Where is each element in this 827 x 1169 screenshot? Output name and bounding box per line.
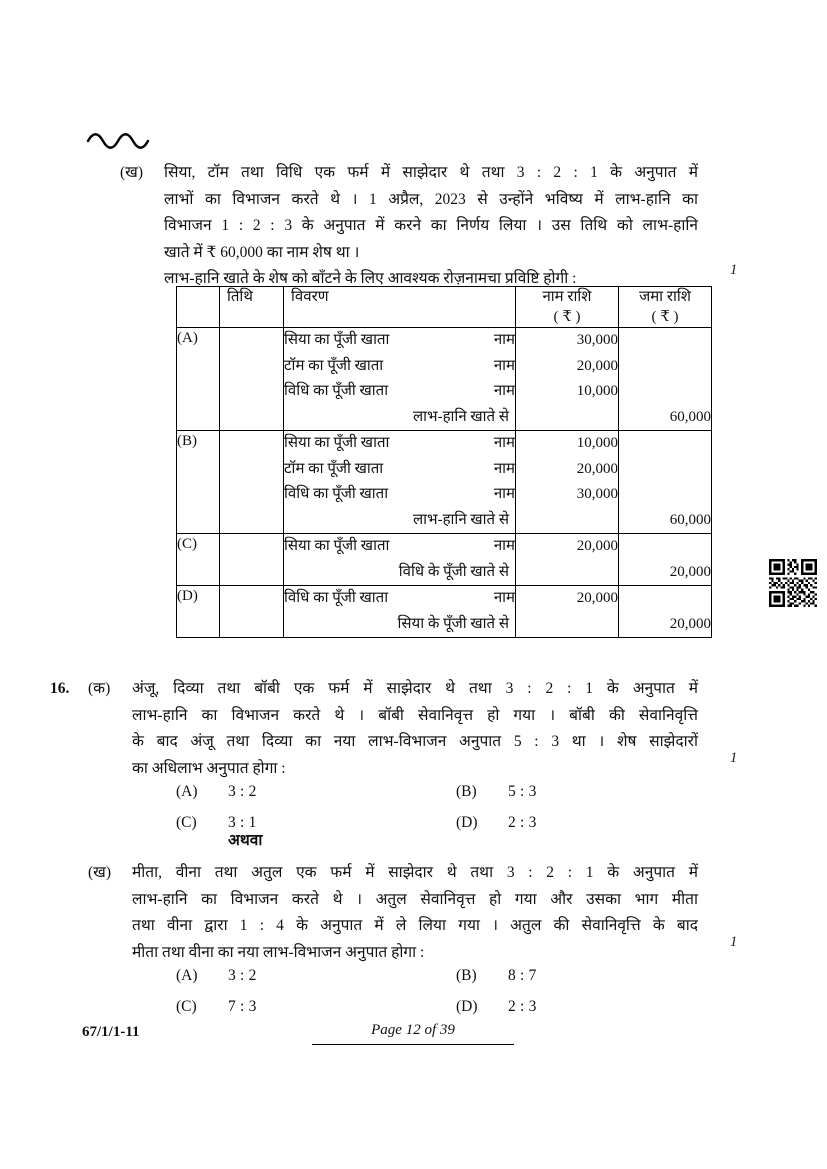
account-name: सिया के पूँजी खाते से (397, 615, 509, 632)
journal-table-body (177, 328, 712, 638)
question-15b-line-5: लाभ-हानि खाते के शेष को बाँटने के लिए आवश्यक रोज़नामचा प्रविष्टि होगी : (164, 270, 577, 287)
credit-amount (619, 379, 711, 405)
option-row-1 (176, 960, 736, 991)
credit-amount: 20,000 (669, 615, 711, 632)
row-particulars-cell (284, 534, 516, 586)
option-a-value: 3 : 2 (228, 967, 257, 984)
credit-amount (619, 457, 711, 483)
question-16b-line-3: तथा वीना द्वारा 1 : 4 के अनुपात में ले लिया गया । अतुल की सेवानिवृत्ति के बाद (132, 917, 698, 934)
header-debit-unit: ( ₹ ) (553, 309, 581, 325)
debit-amount: 20,000 (576, 590, 618, 606)
option-c[interactable] (176, 807, 456, 838)
row-date-cell (220, 534, 284, 586)
journal-entry-line (284, 586, 515, 612)
option-b-label: (B) (456, 783, 477, 800)
journal-entry-line (284, 405, 515, 431)
debit-amount: 20,000 (576, 538, 618, 554)
table-header-row (177, 287, 712, 328)
option-c-label: (C) (176, 814, 197, 831)
journal-entry-line (284, 612, 515, 638)
journal-entry-line (284, 457, 515, 483)
question-16a-line-2: लाभ-हानि का विभाजन करते थे । बॉबी सेवानिवृत्त हो गया । बॉबी की सेवानिवृत्ति (132, 706, 698, 724)
account-name: विधि का पूँजी खाता (284, 486, 389, 502)
question-15b (82, 160, 698, 293)
header-credit-unit: ( ₹ ) (651, 309, 679, 325)
account-name: लाभ-हानि खाते से (412, 408, 509, 425)
row-debit-cell (516, 328, 619, 431)
option-c-value: 7 : 3 (228, 998, 257, 1015)
or-divider-label: अथवा (228, 832, 263, 849)
debit-tag: नाम (493, 590, 515, 606)
question-15b-line-2: लाभों का विभाजन करते थे । 1 अप्रैल, 2023 से उन्होंने भविष्य में लाभ-हानि का (164, 190, 698, 208)
option-d[interactable] (456, 991, 736, 1022)
option-b[interactable] (456, 960, 736, 991)
option-d[interactable] (456, 807, 736, 838)
debit-amount: 20,000 (576, 460, 618, 477)
row-credit-cell (619, 586, 712, 638)
option-row-2 (176, 991, 736, 1022)
option-row-1 (176, 776, 736, 807)
debit-tag: नाम (493, 357, 515, 374)
option-c[interactable] (176, 991, 456, 1022)
journal-entry-line (284, 482, 515, 508)
page-number: Page 12 of 39 (312, 1022, 514, 1045)
row-option-label: (D) (177, 586, 220, 638)
journal-entry-line (284, 354, 515, 380)
debit-tag: नाम (493, 460, 515, 477)
debit-amount: 30,000 (576, 332, 618, 348)
credit-amount (619, 431, 711, 457)
row-credit-cell (619, 328, 712, 431)
header-date: तिथि (220, 287, 284, 328)
account-name: विधि के पूँजी खाते से (398, 563, 509, 580)
credit-amount (619, 534, 711, 560)
question-15b-line-3: विभाजन 1 : 2 : 3 के अनुपात में करने का निर्णय लिया । उस तिथि को लाभ-हानि (164, 217, 698, 234)
question-15b-text (164, 160, 698, 293)
row-option-label: (A) (177, 328, 220, 431)
question-15b-part-label: (ख) (120, 164, 144, 181)
row-particulars-cell (284, 586, 516, 638)
account-name: सिया का पूँजी खाता (284, 538, 390, 554)
journal-entry-line (284, 560, 515, 586)
option-b-value: 8 : 7 (508, 967, 537, 984)
row-credit-cell (619, 534, 712, 586)
row-particulars-cell (284, 328, 516, 431)
debit-amount: 20,000 (576, 357, 618, 374)
credit-amount (619, 328, 711, 354)
option-a[interactable] (176, 776, 456, 807)
table-row[interactable] (177, 328, 712, 431)
header-credit-amount (619, 287, 712, 328)
option-b[interactable] (456, 776, 736, 807)
credit-amount: 60,000 (669, 511, 711, 528)
debit-amount: 30,000 (576, 486, 618, 502)
debit-tag: नाम (493, 538, 515, 554)
marks-question-16a: 1 (730, 750, 738, 766)
header-particulars: विवरण (284, 287, 516, 328)
row-debit-cell (516, 586, 619, 638)
account-name: टॉम का पूँजी खाता (284, 460, 384, 477)
question-16a-part-label: (क) (88, 680, 111, 697)
row-date-cell (220, 431, 284, 534)
account-name: सिया का पूँजी खाता (284, 332, 390, 348)
row-option-label: (C) (177, 534, 220, 586)
option-c-value: 3 : 1 (228, 814, 257, 831)
question-16-number: 16. (50, 680, 70, 697)
account-name: विधि का पूँजी खाता (284, 590, 389, 606)
debit-tag: नाम (493, 435, 515, 451)
debit-tag: नाम (493, 486, 515, 502)
squiggle-annotation-icon (86, 130, 156, 150)
question-15b-line-1: सिया, टॉम तथा विधि एक फर्म में साझेदार थे तथा 3 : 2 : 1 के अनुपात में (164, 164, 698, 181)
option-a-value: 3 : 2 (228, 783, 257, 800)
credit-amount: 60,000 (669, 408, 711, 425)
credit-amount (619, 482, 711, 508)
journal-entry-line (284, 508, 515, 534)
journal-entry-line (284, 379, 515, 405)
option-d-value: 2 : 3 (508, 814, 537, 831)
row-debit-cell (516, 534, 619, 586)
debit-tag: नाम (493, 383, 515, 399)
credit-amount (619, 586, 711, 612)
journal-entry-line (284, 328, 515, 354)
debit-amount: 10,000 (576, 383, 618, 399)
credit-amount: 20,000 (669, 563, 711, 580)
question-16b-part-label: (ख) (88, 864, 112, 881)
question-16a-line-4: का अधिलाभ अनुपात होगा : (132, 759, 286, 777)
account-name: सिया का पूँजी खाता (284, 435, 390, 451)
debit-amount (516, 405, 618, 431)
debit-tag: नाम (493, 332, 515, 348)
row-date-cell (220, 586, 284, 638)
option-a-label: (A) (176, 783, 198, 800)
question-16b-line-4: मीता तथा वीना का नया लाभ-विभाजन अनुपात होगा : (132, 943, 425, 961)
account-name: टॉम का पूँजी खाता (284, 357, 384, 374)
question-16b-line-2: लाभ-हानि का विभाजन करते थे । अतुल सेवानिवृत्त हो गया और उसका भाग मीता (132, 890, 698, 908)
header-credit-label: जमा राशि (639, 289, 691, 305)
header-option (177, 287, 220, 328)
question-15b-line-4: खाते में ₹ 60,000 का नाम शेष था । (164, 243, 360, 261)
header-debit-label: नाम राशि (542, 289, 592, 305)
header-debit-amount (516, 287, 619, 328)
table-row[interactable] (177, 534, 712, 586)
option-d-value: 2 : 3 (508, 998, 537, 1015)
journal-entry-line (284, 534, 515, 560)
row-particulars-cell (284, 431, 516, 534)
option-c-label: (C) (176, 998, 197, 1015)
account-name: लाभ-हानि खाते से (412, 511, 509, 528)
debit-amount (516, 560, 618, 586)
question-16b (50, 860, 698, 966)
qr-code (769, 559, 817, 607)
question-16a-line-3: के बाद अंजू तथा दिव्या का नया लाभ-विभाजन अनुपात 5 : 3 था । शेष साझेदारों (132, 733, 698, 750)
journal-entry-options-table (176, 286, 712, 638)
account-name: विधि का पूँजी खाता (284, 383, 389, 399)
debit-amount (516, 508, 618, 534)
marks-question-16b: 1 (730, 934, 738, 950)
option-a[interactable] (176, 960, 456, 991)
option-d-label: (D) (456, 998, 478, 1015)
row-option-label: (B) (177, 431, 220, 534)
debit-amount: 10,000 (576, 435, 618, 451)
paper-code: 67/1/1-11 (82, 1024, 140, 1040)
marks-question-15b: 1 (730, 262, 738, 278)
option-b-label: (B) (456, 967, 477, 984)
question-16b-line-1: मीता, वीना तथा अतुल एक फर्म में साझेदार थे तथा 3 : 2 : 1 के अनुपात में (132, 864, 698, 881)
question-16a-line-1: अंजू, दिव्या तथा बॉबी एक फर्म में साझेदार थे तथा 3 : 2 : 1 के अनुपात में (132, 680, 698, 697)
option-a-label: (A) (176, 967, 198, 984)
table-row[interactable] (177, 586, 712, 638)
row-date-cell (220, 328, 284, 431)
option-d-label: (D) (456, 814, 478, 831)
row-debit-cell (516, 431, 619, 534)
question-16b-text (132, 860, 698, 966)
journal-entry-line (284, 431, 515, 457)
question-16a-text (132, 676, 698, 782)
debit-amount (516, 612, 618, 638)
table-row[interactable] (177, 431, 712, 534)
option-b-value: 5 : 3 (508, 783, 537, 800)
options-question-16b (176, 960, 736, 1022)
credit-amount (619, 354, 711, 380)
row-credit-cell (619, 431, 712, 534)
question-16a (50, 676, 698, 782)
